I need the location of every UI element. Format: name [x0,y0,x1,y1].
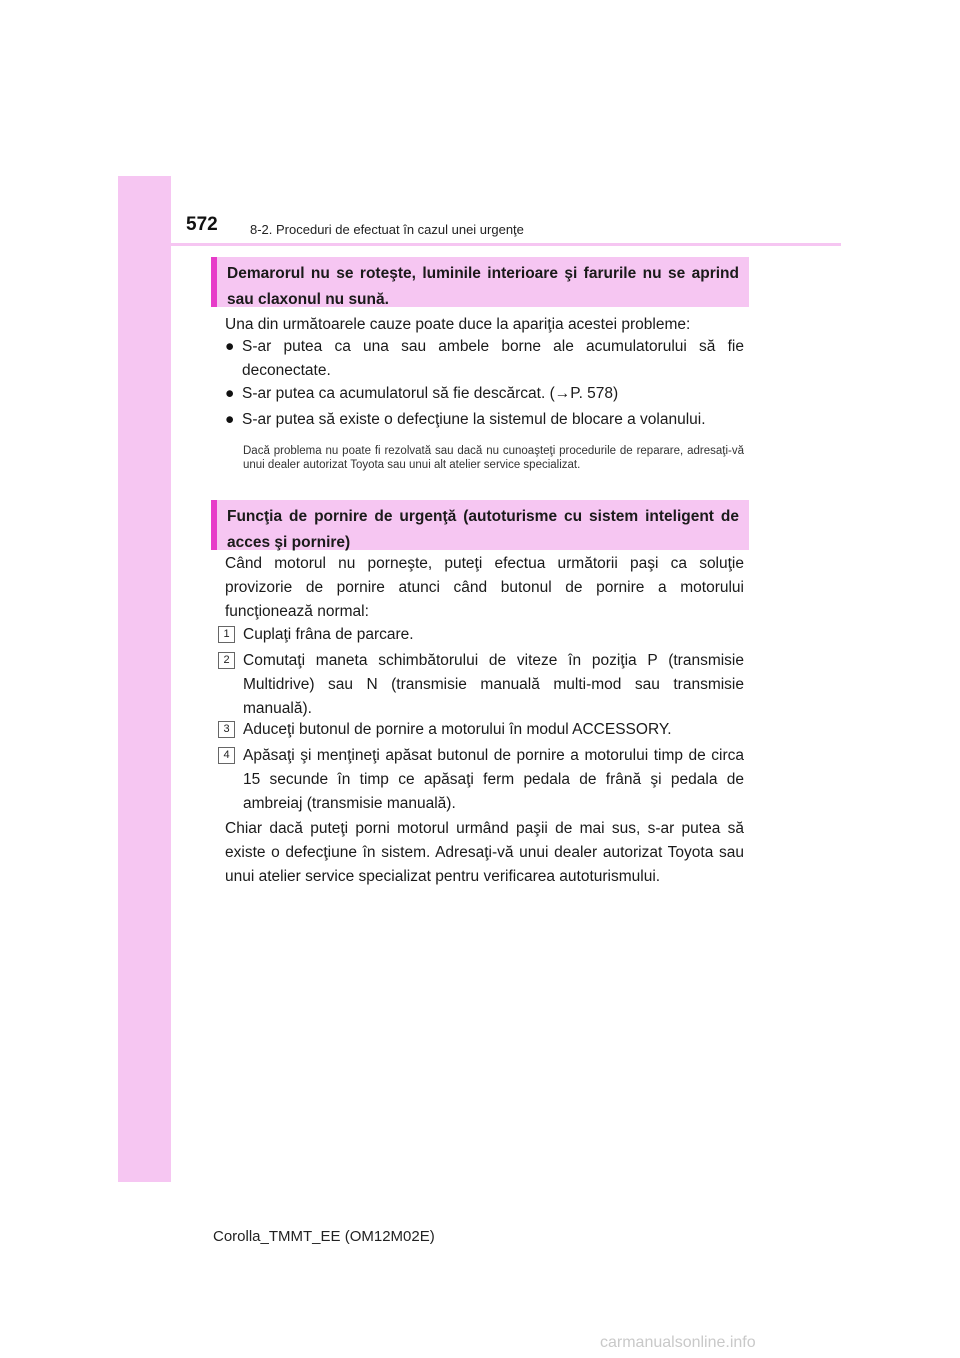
step-text: Comutaţi maneta schimbătorului de viteze în poziţia P (transmisie Multidrive) sau N (transmisie manuală multi-mod sau transmisie manuală). [243,652,744,717]
bullet-icon: ● [225,385,235,402]
section1-intro: Una din următoarele cauze poate duce la apariţia acestei probleme: [225,316,691,333]
section-heading-starter: Demarorul nu se roteşte, luminile interioare şi farurile nu se aprind sau claxonul nu sună. [211,257,749,307]
step-text: Aduceţi butonul de pornire a motorului în modul ACCESSORY. [243,721,672,738]
bullet-icon: ● [225,411,235,428]
step-number-badge: 4 [218,747,235,764]
step-text: Apăsaţi şi menţineţi apăsat butonul de pornire a motorului timp de circa 15 secunde în timp ce apăsaţi ferm pedala de frână şi pedala de ambreiaj (transmisie manuală). [243,747,744,812]
section1-note: Dacă problema nu poate fi rezolvată sau dacă nu cunoaşteţi procedurile de reparare, adresaţi-vă unui dealer autorizat Toyota sau unui alt atelier service specializat. [243,445,744,471]
watermark: carmanualsonline.info [600,1334,756,1351]
bullet-text: S-ar putea să existe o defecţiune la sistemul de blocare a volanului. [242,411,706,428]
section2-intro: Când motorul nu porneşte, puteţi efectua următorii paşi ca soluţie provizorie de pornire atunci când butonul de pornire a motorului funcţionează normal: [225,555,744,620]
section-heading-emergency-start: Funcţia de pornire de urgenţă (autoturisme cu sistem inteligent de acces şi pornire) [211,500,749,550]
list-item [225,335,744,383]
step-number-badge: 3 [218,721,235,738]
chapter-title: 8-2. Proceduri de efectuat în cazul unei urgenţe [250,222,524,237]
list-item [225,382,744,406]
bullet-text: S-ar putea ca acumulatorul să fie descărcat. (→P. 578) [242,385,619,402]
step-number-badge: 2 [218,652,235,669]
bullet-text: S-ar putea ca una sau ambele borne ale acumulatorului să fie deconectate. [242,338,744,379]
list-item [225,408,744,432]
step-text: Cuplaţi frâna de parcare. [243,626,414,643]
section2-closing: Chiar dacă puteţi porni motorul urmând paşii de mai sus, s-ar putea să existe o defecţiune în sistem. Adresaţi-vă unui dealer autorizat Toyota sau unui atelier service specializat pentru verificarea autoturismului. [225,820,744,885]
header-rule [171,243,841,246]
footer-model: Corolla_TMMT_EE (OM12M02E) [213,1228,435,1245]
side-tab-band [118,176,171,1182]
page-number: 572 [186,214,218,235]
bullet-icon: ● [225,338,235,355]
step-number-badge: 1 [218,626,235,643]
